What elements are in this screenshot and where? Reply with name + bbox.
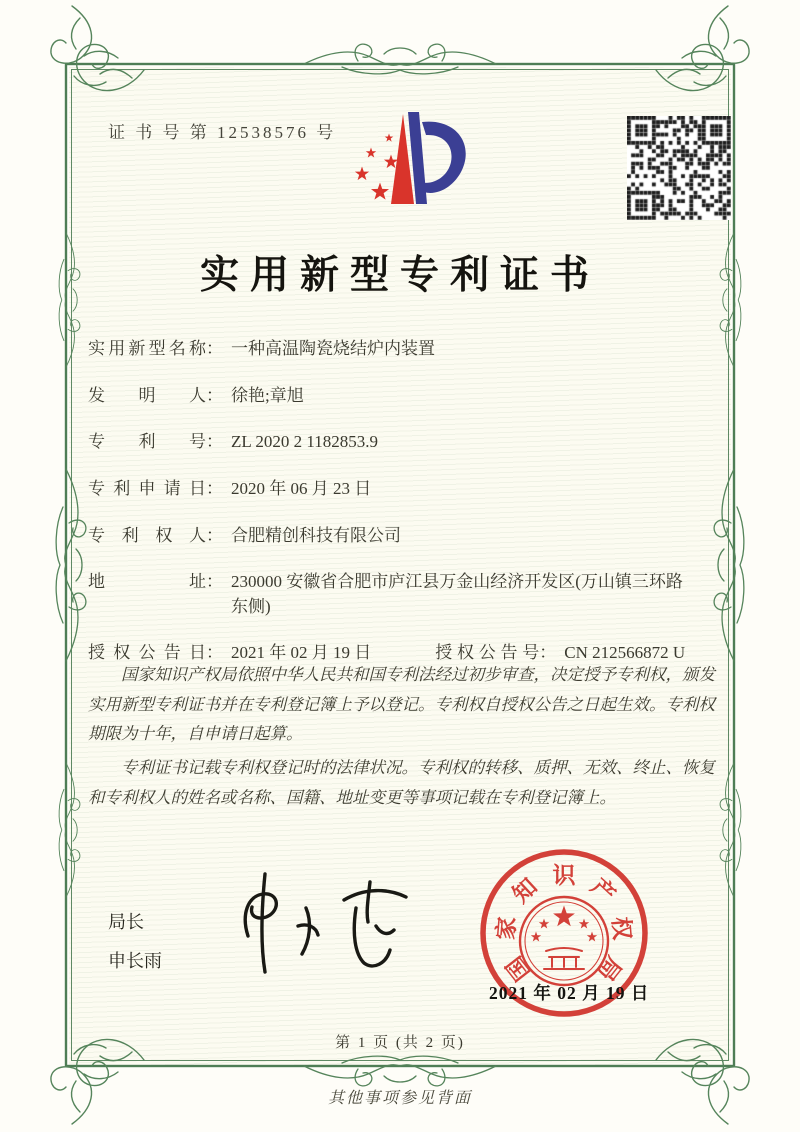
cnipa-logo-icon bbox=[334, 104, 480, 236]
field-colon: ： bbox=[206, 643, 223, 663]
field-label: 专利权人 bbox=[88, 525, 206, 545]
field-colon: ： bbox=[206, 339, 223, 358]
svg-text:知: 知 bbox=[508, 873, 542, 908]
field-colon: ： bbox=[206, 478, 223, 498]
field-label: 专利号 bbox=[88, 432, 206, 452]
svg-text:家: 家 bbox=[493, 915, 521, 941]
field-value-utility-model-name: 一种高温陶瓷烧结炉内装置 bbox=[231, 339, 435, 358]
officer-block bbox=[108, 903, 162, 980]
field-row-filing-date bbox=[88, 477, 718, 502]
seal-date: 2021 年 02 月 19 日 bbox=[489, 983, 650, 1003]
field-value-grant-date: 2021 年 02 月 19 日 bbox=[231, 643, 372, 663]
field-value-patent-no: ZL 2020 2 1182853.9 bbox=[231, 432, 379, 452]
field-row-patentee bbox=[88, 524, 718, 549]
certificate-title: 实用新型专利证书 bbox=[199, 254, 600, 297]
field-label: 发明人 bbox=[88, 385, 206, 405]
field-colon: ： bbox=[539, 643, 557, 663]
field-value-filing-date: 2020 年 06 月 23 日 bbox=[231, 478, 372, 498]
svg-text:产: 产 bbox=[586, 873, 620, 908]
svg-text:识: 识 bbox=[552, 863, 576, 888]
field-value-inventor: 徐艳;章旭 bbox=[231, 385, 304, 405]
field-label: 授权公告日 bbox=[88, 643, 206, 663]
qr-code bbox=[627, 116, 731, 220]
officer-name: 申长雨 bbox=[108, 950, 162, 971]
page-number: 第 1 页 (共 2 页) bbox=[335, 1035, 465, 1051]
director-signature-icon bbox=[218, 862, 433, 987]
field-row-inventor bbox=[88, 384, 718, 409]
legal-paragraph-1: 国家知识产权局依照中华人民共和国专利法经过初步审查，决定授予专利权，颁发实用新型专利证书并在专利登记簿上予以登记。专利权自授权公告之日起生效。专利权期限为十年，自申请日起算。 bbox=[88, 665, 715, 744]
field-value-patentee: 合肥精创科技有限公司 bbox=[231, 525, 401, 545]
field-colon: ： bbox=[206, 432, 223, 452]
svg-text:局: 局 bbox=[592, 951, 627, 986]
field-label: 地址 bbox=[88, 572, 206, 592]
officer-title: 局长 bbox=[108, 912, 144, 932]
svg-text:国: 国 bbox=[501, 951, 536, 986]
legal-paragraph-2: 专利证书记载专利权登记时的法律状况。专利权的转移、质押、无效、终止、恢复和专利权人的姓名或名称、国籍、地址变更等事项记载在专利登记簿上。 bbox=[88, 758, 715, 807]
certificate-number: 证 书 号 第 12538576 号 bbox=[108, 123, 337, 142]
field-colon: ： bbox=[206, 385, 223, 405]
field-label: 专利申请日 bbox=[88, 478, 206, 498]
back-note: 其他事项参见背面 bbox=[327, 1090, 472, 1107]
field-row-patent-no bbox=[88, 430, 718, 455]
field-row-name bbox=[88, 337, 718, 362]
field-colon: ： bbox=[206, 525, 223, 545]
certificate-fields bbox=[88, 337, 718, 688]
field-colon: ： bbox=[206, 572, 223, 592]
field-value-address: 230000 安徽省合肥市庐江县万金山经济开发区(万山镇三环路东侧) bbox=[231, 572, 683, 616]
field-value-grant-no: CN 212566872 U bbox=[564, 643, 686, 663]
svg-text:权: 权 bbox=[607, 915, 635, 941]
legal-text bbox=[88, 660, 716, 816]
field-label: 授权公告号 bbox=[435, 643, 540, 663]
field-row-address bbox=[88, 570, 718, 619]
field-label: 实用新型名称 bbox=[88, 339, 206, 358]
